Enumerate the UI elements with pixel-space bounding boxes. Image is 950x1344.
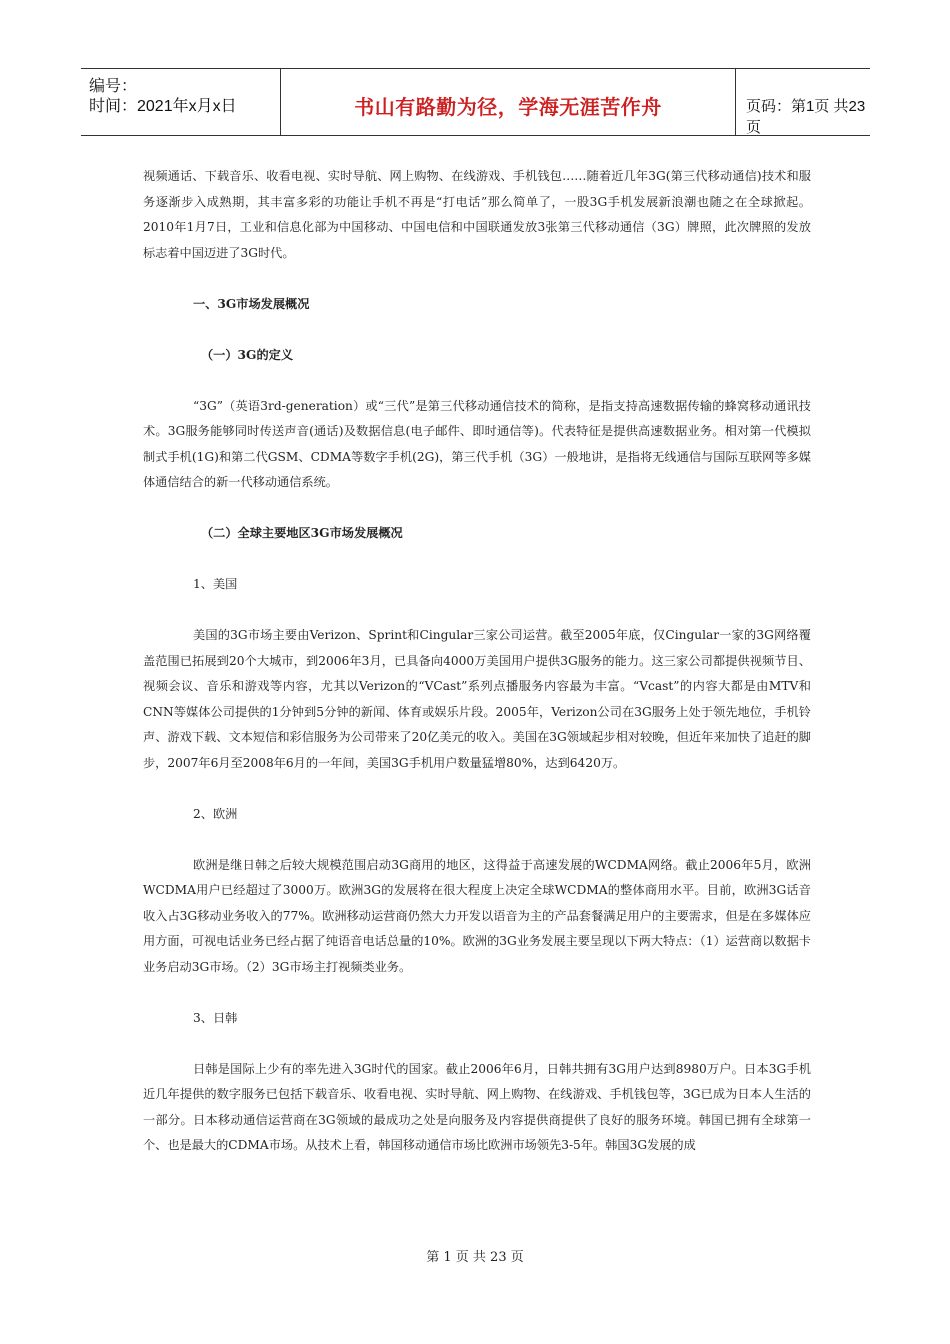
spacer bbox=[143, 827, 811, 853]
document-header bbox=[81, 68, 870, 136]
spacer bbox=[143, 266, 811, 292]
subsection-definition-heading: （一）3G的定义 bbox=[201, 347, 294, 362]
document-number-label: 编号： bbox=[89, 78, 138, 95]
section-1-heading: 一、3G市场发展概况 bbox=[193, 296, 310, 311]
spacer bbox=[143, 598, 811, 624]
europe-heading: 2、欧洲 bbox=[193, 806, 238, 821]
document-time-label: 时间：2021年x月x日 bbox=[89, 98, 237, 115]
header-page-cell bbox=[736, 69, 870, 135]
spacer bbox=[143, 547, 811, 573]
japan-korea-paragraph: 日韩是国际上少有的率先进入3G时代的国家。截止2006年6月，日韩共拥有3G用户达到8980万户。日本3G手机近几年提供的数字服务已包括下载音乐、收看电视、实时导航、网上购物、在线游戏、手机钱包等，3G已成为日本人生活的一部分。日本移动通信运营商在3G领域的最成功之处是向服务及内容提供商提供了良好的服务环境。韩国已拥有全球第一个、也是最大的CDMA市场。从技术上看，韩国移动通信市场比欧洲市场领先3-5年。韩国3G发展的成 bbox=[143, 1061, 811, 1152]
header-motto-cell bbox=[281, 69, 736, 135]
header-motto: 书山有路勤为径，学海无涯苦作舟 bbox=[354, 95, 662, 119]
spacer bbox=[143, 368, 811, 394]
spacer bbox=[143, 980, 811, 1006]
document-body bbox=[143, 164, 811, 1159]
intro-paragraph: 视频通话、下载音乐、收看电视、实时导航、网上购物、在线游戏、手机钱包……随着近几年3G(第三代移动通信)技术和服务逐渐步入成熟期，其丰富多彩的功能让手机不再是“打电话”那么简单了，一股3G手机发展新浪潮也随之在全球掀起。2010年1月7日，工业和信息化部为中国移动、中国电信和中国联通发放3张第三代移动通信（3G）牌照，此次牌照的发放标志着中国迈进了3G时代。 bbox=[143, 169, 811, 260]
usa-heading: 1、美国 bbox=[193, 577, 238, 591]
header-page-label: 页码：第1页 共23页 bbox=[746, 98, 866, 136]
header-info-cell bbox=[81, 69, 281, 135]
spacer bbox=[143, 496, 811, 522]
page-footer: 第 1 页 共 23 页 bbox=[426, 1250, 524, 1265]
spacer bbox=[143, 317, 811, 343]
europe-paragraph: 欧洲是继日韩之后较大规模范围启动3G商用的地区，这得益于高速发展的WCDMA网络。截止2006年5月，欧洲WCDMA用户已经超过了3000万。欧洲3G的发展将在很大程度上决定全球WCDMA的整体商用水平。目前，欧洲3G话音收入占3G移动业务收入的77%。欧洲移动运营商仍然大力开发以语音为主的产品套餐满足用户的主要需求，但是在多媒体应用方面，可视电话业务已经占据了纯语音电话总量的10%。欧洲的3G业务发展主要呈现以下两大特点：（1）运营商以数据卡业务启动3G市场。（2）3G市场主打视频类业务。 bbox=[143, 857, 811, 974]
subsection-global-heading: （二）全球主要地区3G市场发展概况 bbox=[201, 526, 403, 540]
spacer bbox=[143, 1031, 811, 1057]
definition-paragraph: “3G”（英语3rd-generation）或“三代”是第三代移动通信技术的简称，是指支持高速数据传输的蜂窝移动通讯技术。3G服务能够同时传送声音(通话)及数据信息(电子邮件、即时通信等)。代表特征是提供高速数据业务。相对第一代模拟制式手机(1G)和第二代GSM、CDMA等数字手机(2G)，第三代手机（3G）一般地讲，是指将无线通信与国际互联网等多媒体通信结合的新一代移动通信系统。 bbox=[143, 398, 811, 489]
spacer bbox=[143, 776, 811, 802]
usa-paragraph: 美国的3G市场主要由Verizon、Sprint和Cingular三家公司运营。截至2005年底，仅Cingular一家的3G网络覆盖范围已拓展到20个大城市，到2006年3月，已具备向4000万美国用户提供3G服务的能力。这三家公司都提供视频节目、视频会议、音乐和游戏等内容，尤其以Verizon的“VCast”系列点播服务内容最为丰富。“Vcast”的内容大都是由MTV和CNN等媒体公司提供的1分钟到5分钟的新闻、体育或娱乐片段。2005年，Verizon公司在3G服务上处于领先地位，手机铃声、游戏下载、文本短信和彩信服务为公司带来了20亿美元的收入。美国在3G领域起步相对较晚，但近年来加快了追赶的脚步，2007年6月至2008年6月的一年间，美国3G手机用户数量猛增80%，达到6420万。 bbox=[143, 628, 811, 770]
japan-korea-heading: 3、日韩 bbox=[193, 1010, 238, 1025]
